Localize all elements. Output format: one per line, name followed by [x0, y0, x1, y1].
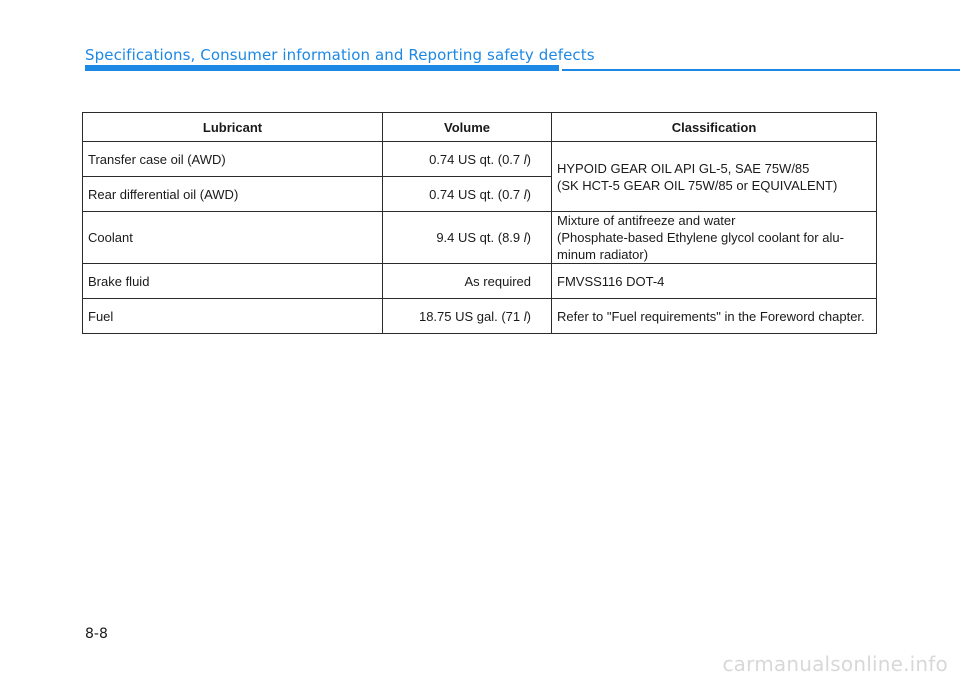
header-rule-thick — [85, 65, 559, 71]
column-header-lubricant: Lubricant — [83, 113, 383, 142]
liter-unit: l — [523, 151, 527, 167]
lubricant-cell: Brake fluid — [83, 264, 383, 299]
volume-close: ) — [526, 186, 531, 202]
volume-amount: 0.74 US qt. (0.7 — [429, 151, 524, 167]
classification-line: (Phosphate-based Ethylene glycol coolant for alu- — [557, 230, 844, 245]
column-header-volume: Volume — [383, 113, 552, 142]
table-row — [83, 299, 877, 334]
volume-close: ) — [526, 308, 531, 324]
volume-cell — [383, 142, 552, 177]
page-number: 8-8 — [85, 626, 108, 642]
classification-cell: Refer to "Fuel requirements" in the Foreword chapter. — [552, 299, 877, 334]
volume-cell — [383, 177, 552, 212]
liter-unit: l — [523, 308, 527, 324]
volume-cell — [383, 212, 552, 264]
lubricant-cell: Rear differential oil (AWD) — [83, 177, 383, 212]
volume-amount: 9.4 US qt. (8.9 — [436, 230, 524, 245]
liter-unit: l — [523, 186, 527, 202]
volume-cell — [383, 299, 552, 334]
lubricant-cell: Fuel — [83, 299, 383, 334]
classification-cell: FMVSS116 DOT-4 — [552, 264, 877, 299]
liter-unit: l — [523, 230, 527, 245]
volume-close: ) — [526, 230, 531, 245]
volume-amount: 0.74 US qt. (0.7 — [429, 186, 524, 202]
column-header-classification: Classification — [552, 113, 877, 142]
table-row — [83, 212, 877, 264]
classification-line: Mixture of antifreeze and water — [557, 213, 736, 228]
classification-line: minum radiator) — [557, 247, 649, 262]
lubricant-cell: Transfer case oil (AWD) — [83, 142, 383, 177]
lubricant-cell: Coolant — [83, 212, 383, 264]
table-row — [83, 142, 877, 177]
volume-cell: As required — [383, 264, 552, 299]
classification-cell — [552, 142, 877, 212]
section-title: Specifications, Consumer information and Reporting safety defects — [85, 46, 595, 64]
classification-line: HYPOID GEAR OIL API GL-5, SAE 75W/85 — [557, 160, 810, 176]
table-header-row — [83, 113, 877, 142]
header-rule-thin — [562, 69, 960, 71]
classification-line: (SK HCT-5 GEAR OIL 75W/85 or EQUIVALENT) — [557, 177, 838, 193]
table-row — [83, 264, 877, 299]
volume-close: ) — [526, 151, 531, 167]
lubricant-spec-table — [82, 112, 877, 334]
classification-cell — [552, 212, 877, 264]
volume-amount: 18.75 US gal. (71 — [418, 308, 524, 324]
watermark: carmanualsonline.info — [722, 652, 948, 676]
